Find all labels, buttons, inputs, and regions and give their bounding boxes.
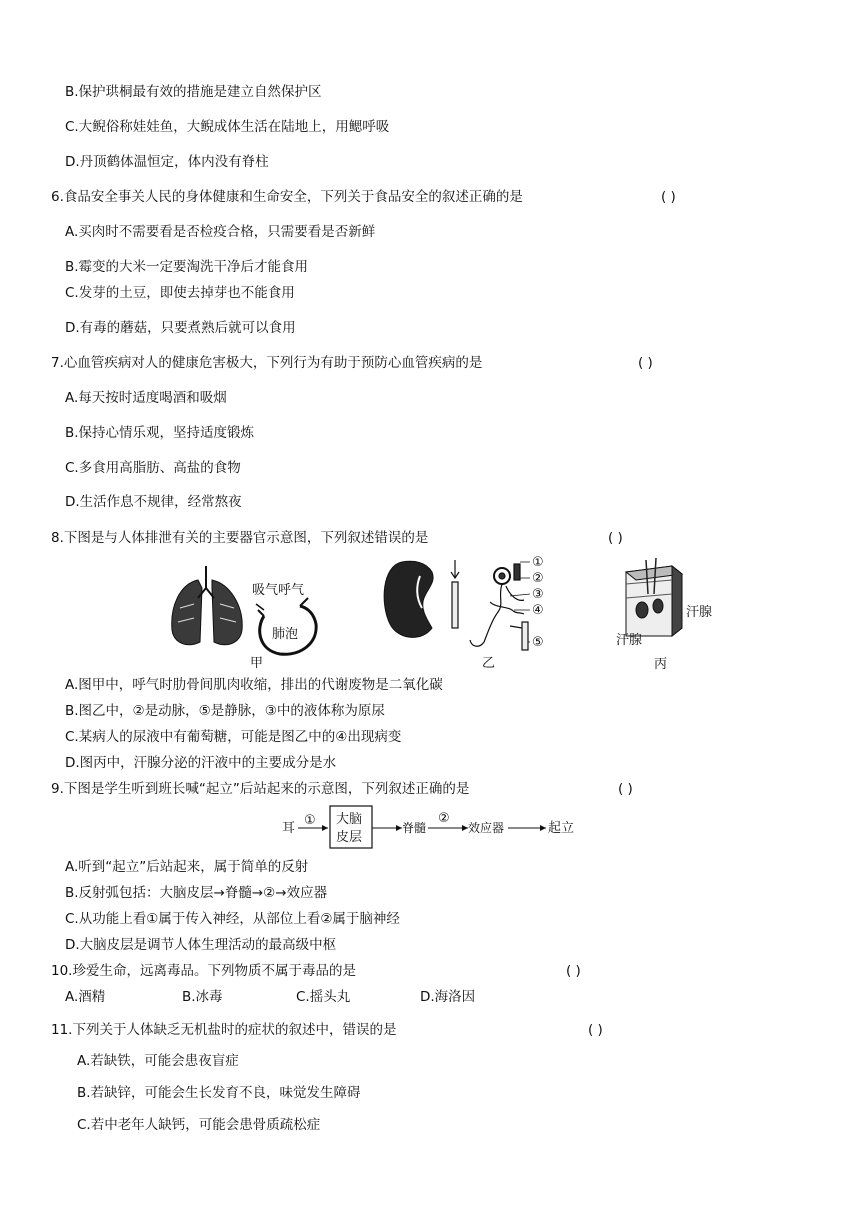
- figure-skin: [616, 558, 726, 654]
- q11-option-c: C.若中老年人缺钙，可能会患骨质疏松症: [77, 1117, 321, 1133]
- sweat-gland-label-left: 汗腺: [616, 633, 643, 648]
- q8-option-a: A.图甲中，呼气时肋骨间肌肉收缩，排出的代谢废物是二氧化碳: [65, 677, 443, 693]
- marker-5: ⑤: [532, 635, 544, 650]
- q6-option-c: C.发芽的土豆，即使去掉芽也不能食用: [65, 285, 295, 301]
- flow-effector: 效应器: [468, 821, 505, 835]
- q10-option-a: A.酒精: [65, 989, 106, 1005]
- flow-nerve-2: ②: [438, 811, 450, 826]
- q10-stem: 10.珍爱生命，远离毒品。下列物质不属于毒品的是: [51, 963, 356, 979]
- q7-answer-paren: ( ): [638, 355, 653, 371]
- q6-option-b: B.霉变的大米一定要淘洗干净后才能食用: [65, 259, 309, 275]
- q11-option-b: B.若缺锌，可能会生长发育不良，味觉发生障碍: [77, 1085, 361, 1101]
- flow-spinal: 脊髓: [402, 821, 427, 835]
- sweat-gland-label-right: 汗腺: [686, 605, 713, 620]
- marker-1: ①: [532, 555, 544, 570]
- marker-2: ②: [532, 571, 544, 586]
- figure-bing-caption: 丙: [654, 657, 668, 672]
- q9-option-d: D.大脑皮层是调节人体生理活动的最高级中枢: [65, 937, 337, 953]
- q8-stem: 8.下图是与人体排泄有关的主要器官示意图，下列叙述错误的是: [51, 530, 429, 546]
- flow-ear: 耳: [282, 821, 296, 836]
- q9-option-a: A.听到“起立”后站起来，属于简单的反射: [65, 859, 309, 875]
- q8-option-b: B.图乙中，②是动脉，⑤是静脉，③中的液体称为原尿: [65, 703, 385, 719]
- flow-cortex-line2: 皮层: [336, 830, 363, 845]
- q7-option-c: C.多食用高脂肪、高盐的食物: [65, 460, 241, 476]
- flow-cortex-line1: 大脑: [336, 812, 363, 827]
- q6-option-d: D.有毒的蘑菇，只要煮熟后就可以食用: [65, 320, 296, 336]
- reflex-flow-diagram: [282, 804, 592, 852]
- q5-option-b: B.保护珙桐最有效的措施是建立自然保护区: [65, 84, 322, 100]
- q5-option-c: C.大鲵俗称娃娃鱼，大鲵成体生活在陆地上，用鳃呼吸: [65, 119, 390, 135]
- q10-option-b: B.冰毒: [182, 989, 223, 1005]
- kidney-illustration: [384, 561, 433, 637]
- q11-stem: 11.下列关于人体缺乏无机盐时的症状的叙述中，错误的是: [51, 1022, 397, 1038]
- q10-answer-paren: ( ): [566, 963, 581, 979]
- q10-option-c: C.摇头丸: [296, 989, 351, 1005]
- q11-answer-paren: ( ): [588, 1022, 603, 1038]
- figure-jia-caption: 甲: [250, 656, 264, 671]
- q6-answer-paren: ( ): [661, 189, 676, 205]
- q7-option-a: A.每天按时适度喝酒和吸烟: [65, 390, 227, 406]
- lungs-illustration: [172, 566, 242, 645]
- q5-option-d: D.丹顶鹤体温恒定，体内没有脊柱: [65, 154, 269, 170]
- marker-3: ③: [532, 587, 544, 602]
- q6-stem: 6.食品安全事关人民的身体健康和生命安全，下列关于食品安全的叙述正确的是: [51, 189, 523, 205]
- figure-yi-caption: 乙: [482, 656, 496, 671]
- figure-kidney: [380, 552, 560, 654]
- marker-4: ④: [532, 603, 544, 618]
- q8-answer-paren: ( ): [608, 530, 623, 546]
- nephron-illustration: [451, 560, 528, 650]
- flow-standup: 起立: [548, 821, 575, 836]
- q9-answer-paren: ( ): [618, 781, 633, 797]
- alveolus-label: 肺泡: [272, 627, 299, 642]
- q7-stem: 7.心血管疾病对人的健康危害极大，下列行为有助于预防心血管疾病的是: [51, 355, 483, 371]
- q9-option-b: B.反射弧包括：大脑皮层→脊髓→②→效应器: [65, 885, 328, 901]
- q8-option-d: D.图丙中，汗腺分泌的汗液中的主要成分是水: [65, 755, 337, 771]
- q7-option-d: D.生活作息不规律，经常熬夜: [65, 494, 242, 510]
- skin-illustration: [626, 558, 682, 636]
- q9-stem: 9.下图是学生听到班长喊“起立”后站起来的示意图，下列叙述正确的是: [51, 781, 470, 797]
- figure-lungs: [160, 558, 330, 670]
- q10-option-d: D.海洛因: [420, 989, 476, 1005]
- q7-option-b: B.保持心情乐观，坚持适度锻炼: [65, 425, 255, 441]
- q8-option-c: C.某病人的尿液中有葡萄糖，可能是图乙中的④出现病变: [65, 729, 402, 745]
- q9-option-c: C.从功能上看①属于传入神经，从部位上看②属于脑神经: [65, 911, 400, 927]
- q6-option-a: A.买肉时不需要看是否检疫合格，只需要看是否新鲜: [65, 224, 376, 240]
- flow-nerve-1: ①: [304, 813, 316, 828]
- q11-option-a: A.若缺铁，可能会患夜盲症: [77, 1053, 239, 1069]
- inhale-exhale-label: 吸气呼气: [252, 583, 305, 598]
